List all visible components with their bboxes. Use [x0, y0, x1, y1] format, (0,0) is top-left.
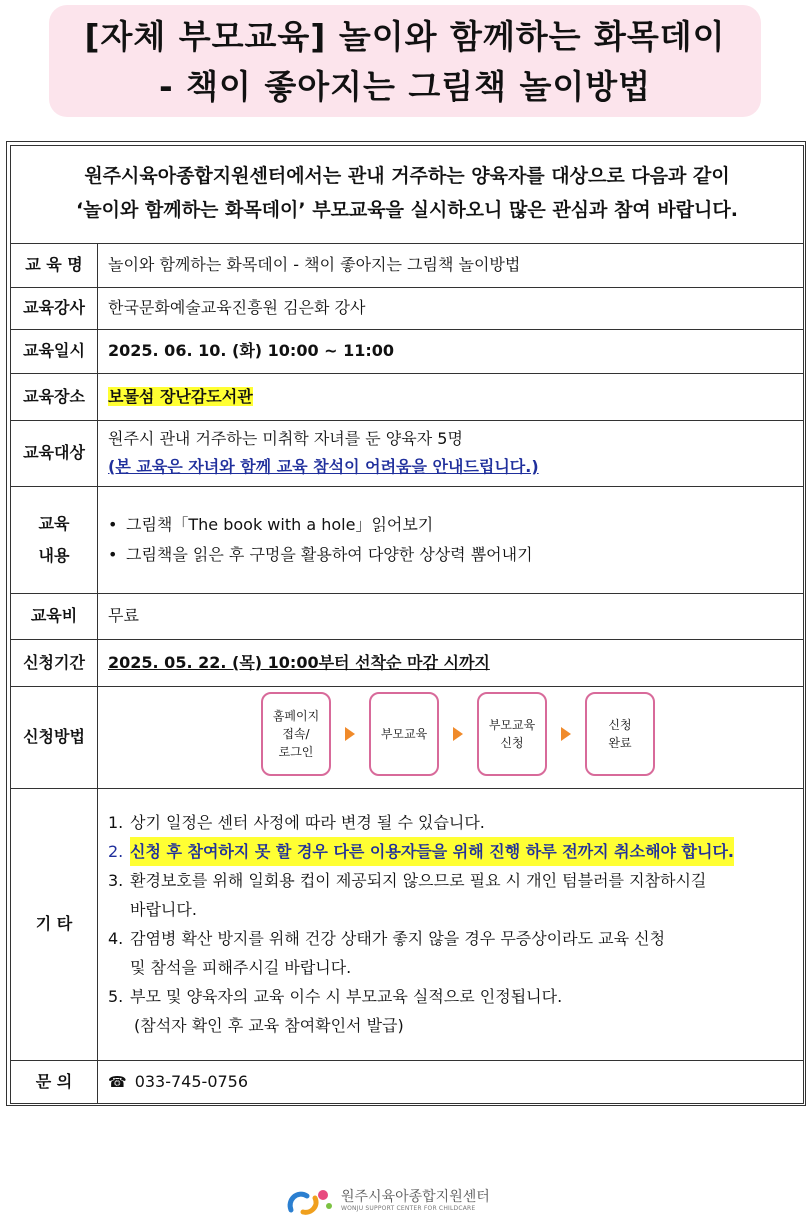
logo-name: 원주시육아종합지원센터	[341, 1189, 490, 1205]
title-banner	[49, 5, 761, 117]
content-item: • 그림책을 읽은 후 구멍을 활용하여 다양한 상상력 뽐어내기	[108, 544, 533, 564]
center-logo	[285, 1186, 490, 1216]
value-date: 2025. 06. 10. (화) 10:00 ~ 11:00	[108, 341, 395, 360]
step-parent-education: 부모교육	[369, 692, 439, 776]
application-steps	[261, 692, 655, 776]
arrow-icon	[561, 727, 571, 741]
label-content-line-2: 내용	[38, 545, 70, 565]
title-line-2: - 책이 좋아지는 그림책 놀이방법	[158, 67, 652, 106]
row-fee	[11, 593, 803, 640]
etc-item-continuation: (참석자 확인 후 교육 참여확인서 발급)	[134, 1016, 404, 1035]
step-complete: 신청 완료	[585, 692, 655, 776]
etc-item: 5. 부모 및 양육자의 교육 이수 시 부모교육 실적으로 인정됩니다.	[108, 987, 563, 1006]
label-education-name: 교 육 명	[11, 243, 98, 287]
row-lecturer	[11, 287, 803, 330]
step-homepage-login: 홈페이지 접속/ 로그인	[261, 692, 331, 776]
arrow-icon	[453, 727, 463, 741]
step-apply: 부모교육 신청	[477, 692, 547, 776]
value-lecturer: 한국문화예술교육진흥원 김은화 강사	[108, 298, 366, 317]
row-method	[11, 686, 803, 789]
etc-item-continuation: 바랍니다.	[130, 900, 197, 919]
label-lecturer: 교육강사	[11, 287, 98, 329]
target-notice: (본 교육은 자녀와 함께 교육 참석이 어려움을 안내드립니다.)	[108, 457, 539, 476]
info-table	[10, 145, 804, 1104]
title-line-1: [자체 부모교육] 놀이와 함께하는 화목데이	[84, 17, 726, 56]
etc-item: 1. 상기 일정은 센터 사정에 따라 변경 될 수 있습니다.	[108, 813, 485, 832]
label-method: 신청방법	[11, 686, 98, 788]
phone-number: 033-745-0756	[134, 1071, 249, 1091]
row-place	[11, 373, 803, 421]
row-period	[11, 639, 803, 687]
label-place: 교육장소	[11, 373, 98, 420]
value-education-name: 놀이와 함께하는 화목데이 - 책이 좋아지는 그림책 놀이방법	[108, 255, 521, 274]
value-place: 보물섬 장난감도서관	[108, 386, 253, 406]
label-date: 교육일시	[11, 329, 98, 373]
value-target: 원주시 관내 거주하는 미취학 자녀를 둔 양육자 5명	[108, 429, 463, 448]
info-table-frame	[6, 141, 806, 1106]
label-period: 신청기간	[11, 639, 98, 686]
logo-mark-icon	[285, 1186, 335, 1216]
value-fee: 무료	[108, 606, 139, 625]
label-etc: 기 타	[11, 788, 98, 1060]
intro-line-2: ‘놀이와 함께하는 화목데이’ 부모교육을 실시하오니 많은 관심과 참여 바랍니다.	[76, 199, 738, 221]
content-item: • 그림책「The book with a hole」읽어보기	[108, 514, 434, 534]
logo-english: WONJU SUPPORT CENTER FOR CHILDCARE	[341, 1205, 476, 1212]
row-education-name	[11, 243, 803, 288]
label-contact: 문 의	[11, 1060, 98, 1103]
etc-item-highlight: 2. 신청 후 참여하지 못 할 경우 다른 이용자들을 위해 진행 하루 전까지 취소해야 합니다.	[108, 837, 795, 866]
phone-icon: ☎	[108, 1072, 127, 1091]
label-content	[11, 486, 98, 593]
row-date	[11, 329, 803, 374]
label-target: 교육대상	[11, 420, 98, 486]
row-content	[11, 486, 803, 594]
etc-item: 4. 감염병 확산 방지를 위해 건강 상태가 좋지 않을 경우 무증상이라도 교육 신청	[108, 929, 666, 948]
intro-text	[11, 146, 803, 244]
etc-item-continuation: 및 참석을 피해주시길 바랍니다.	[130, 958, 352, 977]
row-target	[11, 420, 803, 487]
arrow-icon	[345, 727, 355, 741]
etc-item: 3. 환경보호를 위해 일회용 컵이 제공되지 않으므로 필요 시 개인 텀블러를 지참하시길	[108, 871, 707, 890]
value-period: 2025. 05. 22. (목) 10:00부터 선착순 마감 시까지	[108, 652, 490, 672]
intro-line-1: 원주시육아종합지원센터에서는 관내 거주하는 양육자를 대상으로 다음과 같이	[84, 165, 730, 187]
row-etc	[11, 788, 803, 1061]
row-contact	[11, 1060, 803, 1103]
label-content-line-1: 교육	[38, 513, 70, 533]
label-fee: 교육비	[11, 593, 98, 639]
